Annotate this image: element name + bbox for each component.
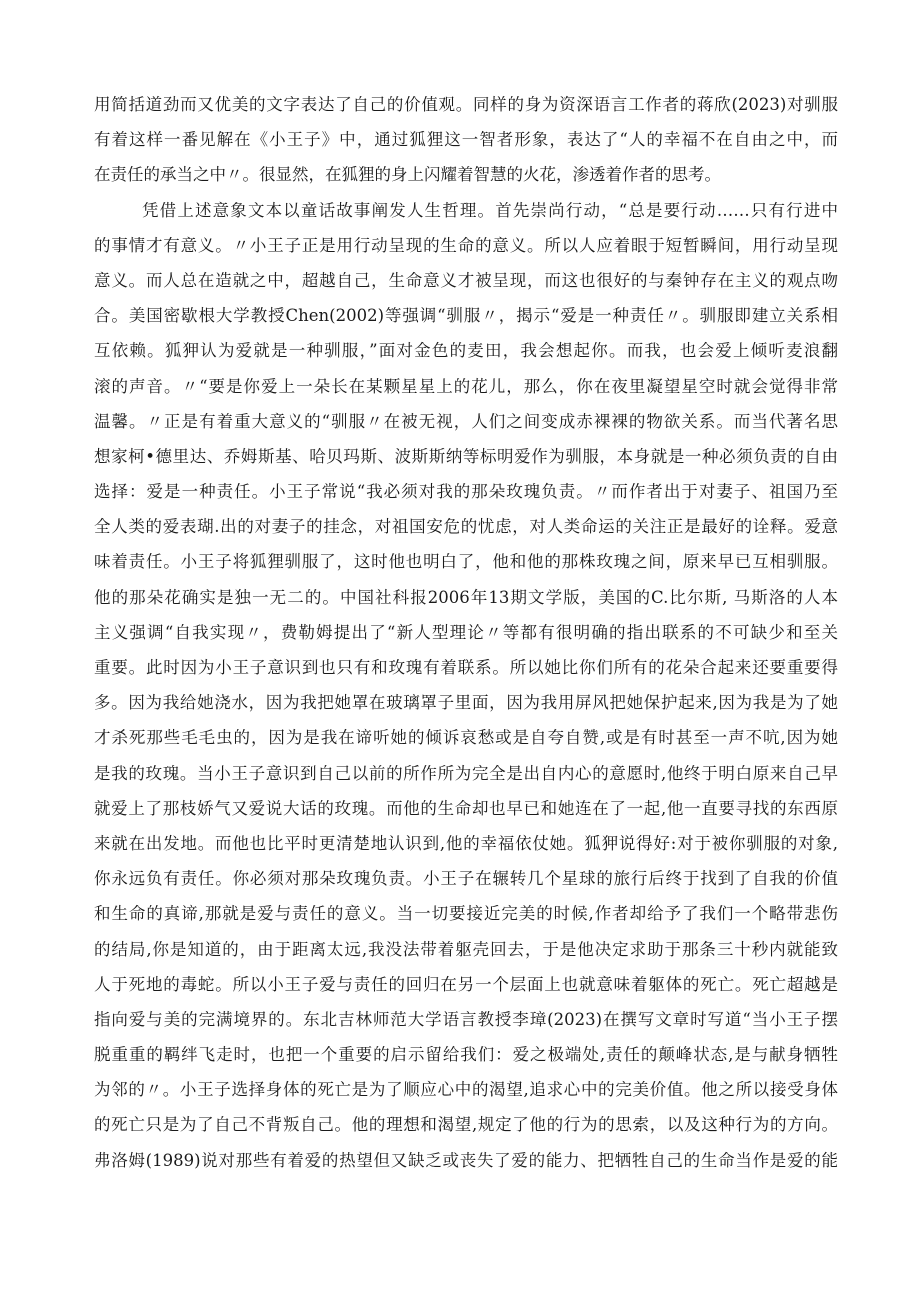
text-line: 的死亡只是为了自己不背叛自己。他的理想和渴望,规定了他的行为的思索，以及这种行为的方向。	[94, 1115, 838, 1135]
text-line: 多。因为我给她浇水，因为我把她罩在玻璃罩子里面，因为我用屏风把她保护起来,因为我是为了她	[94, 693, 838, 713]
text-line: 来就在出发地。而他也比平时更清楚地认识到,他的幸福依仗她。狐狎说得好:对于被你驯服的对象,	[94, 833, 838, 853]
text-line: 有着这样一番见解在《小王子》中，通过狐狸这一智者形象，表达了“人的幸福不在自由之中，而	[94, 130, 838, 150]
text-line: 意义。而人总在造就之中，超越自己，生命意义才被呈现，而这也很好的与秦钟存在主义的观点吻	[94, 270, 838, 290]
text-line: 为邻的〃。小王子选择身体的死亡是为了顺应心中的渴望,追求心中的完美价值。他之所以接受身体	[94, 1080, 838, 1100]
paragraph-1	[94, 87, 838, 193]
text-line: 凭借上述意象文本以童话故事阐发人生哲理。首先崇尚行动，“总是要行动……只有行进中	[142, 200, 838, 220]
text-line: 味着责任。小王子将狐狸驯服了，这时他也明白了，他和他的那株玫瑰之间，原来早已互相驯服。	[94, 552, 838, 572]
text-line: 的事情才有意义。〃小王子正是用行动呈现的生命的意义。所以人应着眼于短暂瞬间，用行动呈现	[94, 235, 838, 255]
text-line: 他的那朵花确实是独一无二的。中国社科报2006年13期文学版，美国的C.比尔斯, 马斯洛的人本	[94, 587, 838, 607]
text-line: 是我的玫瑰。当小王子意识到自己以前的所作所为完全是出自内心的意愿时,他终于明白原来自己早	[94, 763, 838, 783]
text-line: 弗洛姆(1989)说对那些有着爱的热望但又缺乏或丧失了爱的能力、把牺牲自己的生命当作是爱的能	[94, 1150, 838, 1170]
text-line: 人于死地的毒蛇。所以小王子爱与责任的回归在另一个层面上也就意味着躯体的死亡。死亡超越是	[94, 974, 838, 994]
text-line: 滚的声音。〃“要是你爱上一朵长在某颗星星上的花儿，那么，你在夜里凝望星空时就会觉得非常	[94, 376, 838, 396]
text-line: 就爱上了那枝娇气又爱说大话的玫瑰。而他的生命却也早已和她连在了一起,他一直要寻找的东西原	[94, 798, 838, 818]
text-line: 想家柯•德里达、乔姆斯基、哈贝玛斯、波斯斯纳等标明爱作为驯服，本身就是一种必须负责的自由	[94, 446, 838, 466]
text-line: 选择：爱是一种责任。小王子常说“我必须对我的那朵玫瑰负责。〃而作者出于对妻子、祖国乃至	[94, 482, 838, 502]
text-line: 全人类的爱表瑚.出的对妻子的挂念，对祖国安危的忧虑，对人类命运的关注正是最好的诠释。爱意	[94, 517, 838, 537]
text-line: 和生命的真谛,那就是爱与责任的意义。当一切要接近完美的时候,作者却给予了我们一个略带悲伤	[94, 904, 838, 924]
text-line: 脱重重的羁绊飞走时，也把一个重要的启示留给我们：爱之极端处,责任的颠峰状态,是与献身牺牲	[94, 1045, 838, 1065]
text-line: 互依赖。狐狎认为爱就是一种驯服，”面对金色的麦田，我会想起你。而我，也会爱上倾听麦浪翻	[94, 341, 838, 361]
text-line: 才杀死那些毛毛虫的，因为是我在谛听她的倾诉哀愁或是自夸自赞,或是有时甚至一声不吭,因为她	[94, 728, 838, 748]
text-line: 在责任的承当之中〃。很显然，在狐狸的身上闪耀着智慧的火花，渗透着作者的思考。	[94, 165, 721, 185]
text-line: 你永远负有责任。你必须对那朵玫瑰负责。小王子在辗转几个星球的旅行后终于找到了自我的价值	[94, 869, 838, 889]
text-line: 主义强调“自我实现〃，费勒姆提出了“新人型理论〃等都有很明确的指出联系的不可缺少和至关	[94, 622, 838, 642]
text-line: 温馨。〃正是有着重大意义的“驯服〃在被无视，人们之间变成赤裸裸的物欲关系。而当代著名思	[94, 411, 838, 431]
text-line: 用简括道劲而又优美的文字表达了自己的价值观。同样的身为资深语言工作者的蒋欣(2023)对驯服	[94, 95, 838, 114]
text-line: 合。美国密歇根大学教授Chen(2002)等强调“驯服〃，揭示“爱是一种责任〃。驯服即建立关系相	[94, 306, 838, 326]
text-line: 重要。此时因为小王子意识到也只有和玫瑰有着联系。所以她比你们所有的花朵合起来还要重要得	[94, 658, 838, 677]
text-line: 的结局,你是知道的，由于距离太远,我没法带着躯壳回去，于是他决定求助于那条三十秒内就能致	[94, 939, 838, 959]
text-line: 指向爱与美的完满境界的。东北吉林师范大学语言教授李璋(2023)在撰写文章时写道“当小王子摆	[94, 1009, 838, 1029]
paragraph-2	[94, 193, 838, 1178]
